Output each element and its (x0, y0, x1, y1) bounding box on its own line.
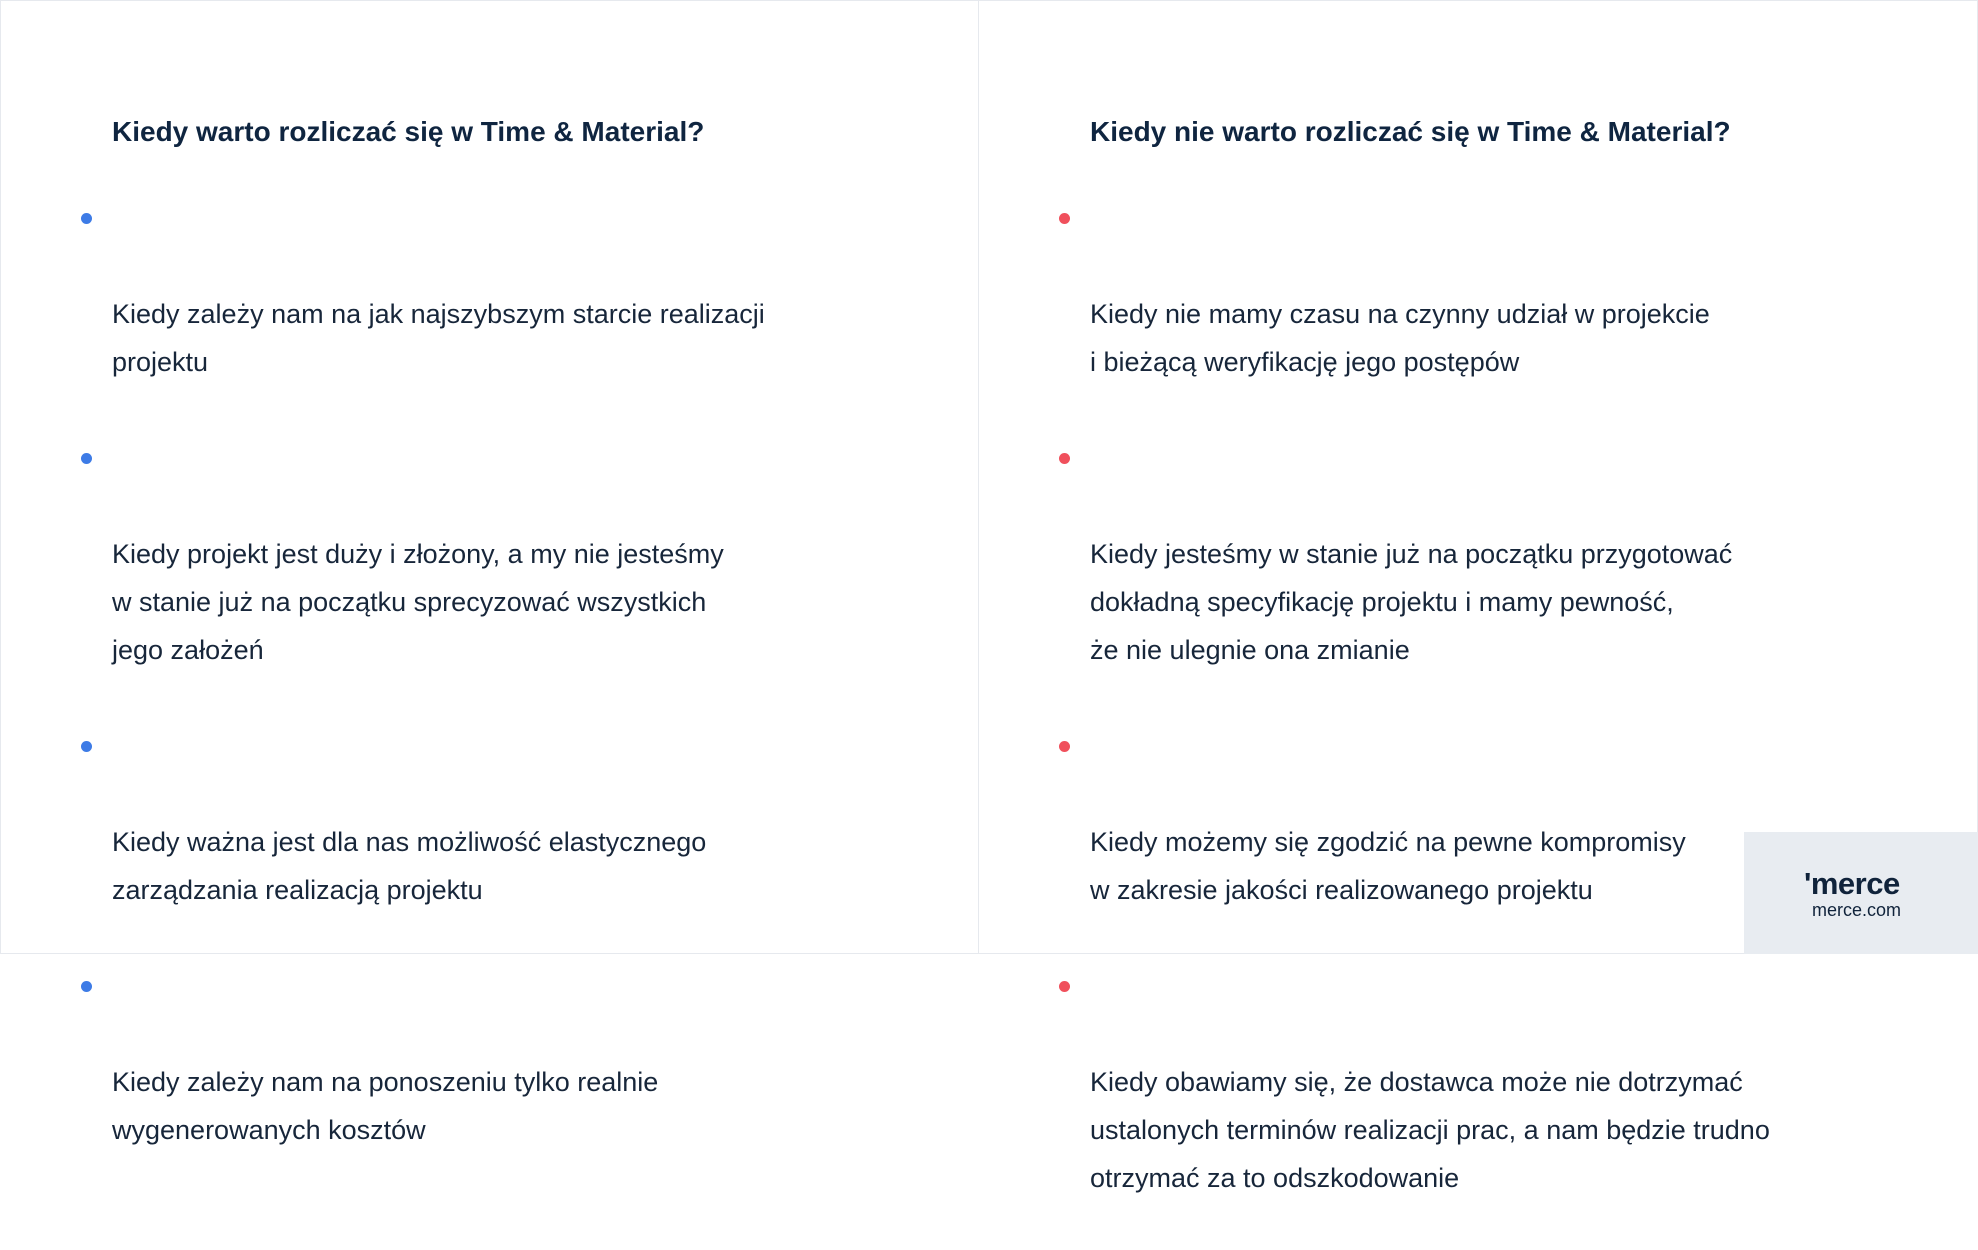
column-divider (978, 0, 979, 954)
pros-list-item (112, 194, 872, 386)
pros-list-item (112, 722, 872, 914)
cons-list-item (1090, 962, 1910, 1202)
cons-list (1090, 194, 1910, 1202)
red-bullet-icon (1059, 453, 1070, 464)
brand-badge (1744, 832, 1978, 954)
pros-list (112, 194, 872, 1154)
blue-bullet-icon (81, 453, 92, 464)
pros-list-item (112, 962, 872, 1154)
cons-heading: Kiedy nie warto rozliczać się w Time & Material? (1090, 116, 1731, 147)
pros-item-text: Kiedy zależy nam na ponoszeniu tylko realnie wygenerowanych kosztów (112, 1067, 659, 1145)
blue-bullet-icon (81, 213, 92, 224)
cons-item-text: Kiedy nie mamy czasu na czynny udział w projekcie i bieżącą weryfikację jego postępów (1090, 299, 1710, 377)
pros-item-text: Kiedy projekt jest duży i złożony, a my nie jesteśmy w stanie już na początku sprecyzować wszystkich jego założeń (112, 539, 724, 665)
red-bullet-icon (1059, 981, 1070, 992)
cons-item-text: Kiedy obawiamy się, że dostawca może nie dotrzymać ustalonych terminów realizacji prac, a nam będzie trudno otrzymać za to odszkodowanie (1090, 1067, 1770, 1193)
blue-bullet-icon (81, 981, 92, 992)
merce-logo: 'merce (1804, 866, 1900, 901)
pros-item-text: Kiedy zależy nam na jak najszybszym starcie realizacji projektu (112, 299, 765, 377)
pros-heading: Kiedy warto rozliczać się w Time & Material? (112, 116, 705, 147)
cons-list-item (1090, 434, 1910, 674)
cons-item-text: Kiedy możemy się zgodzić na pewne kompromisy w zakresie jakości realizowanego projektu (1090, 827, 1686, 905)
pros-column (112, 110, 872, 1202)
pros-list-item (112, 434, 872, 674)
blue-bullet-icon (81, 741, 92, 752)
brand-domain: merce.com (1812, 900, 1902, 920)
red-bullet-icon (1059, 213, 1070, 224)
cons-item-text: Kiedy jesteśmy w stanie już na początku przygotować dokładną specyfikację projektu i mamy pewność, że nie ulegnie ona zmianie (1090, 539, 1733, 665)
pros-item-text: Kiedy ważna jest dla nas możliwość elastycznego zarządzania realizacją projektu (112, 827, 707, 905)
cons-list-item (1090, 194, 1910, 386)
cons-column (1090, 110, 1910, 1250)
red-bullet-icon (1059, 741, 1070, 752)
